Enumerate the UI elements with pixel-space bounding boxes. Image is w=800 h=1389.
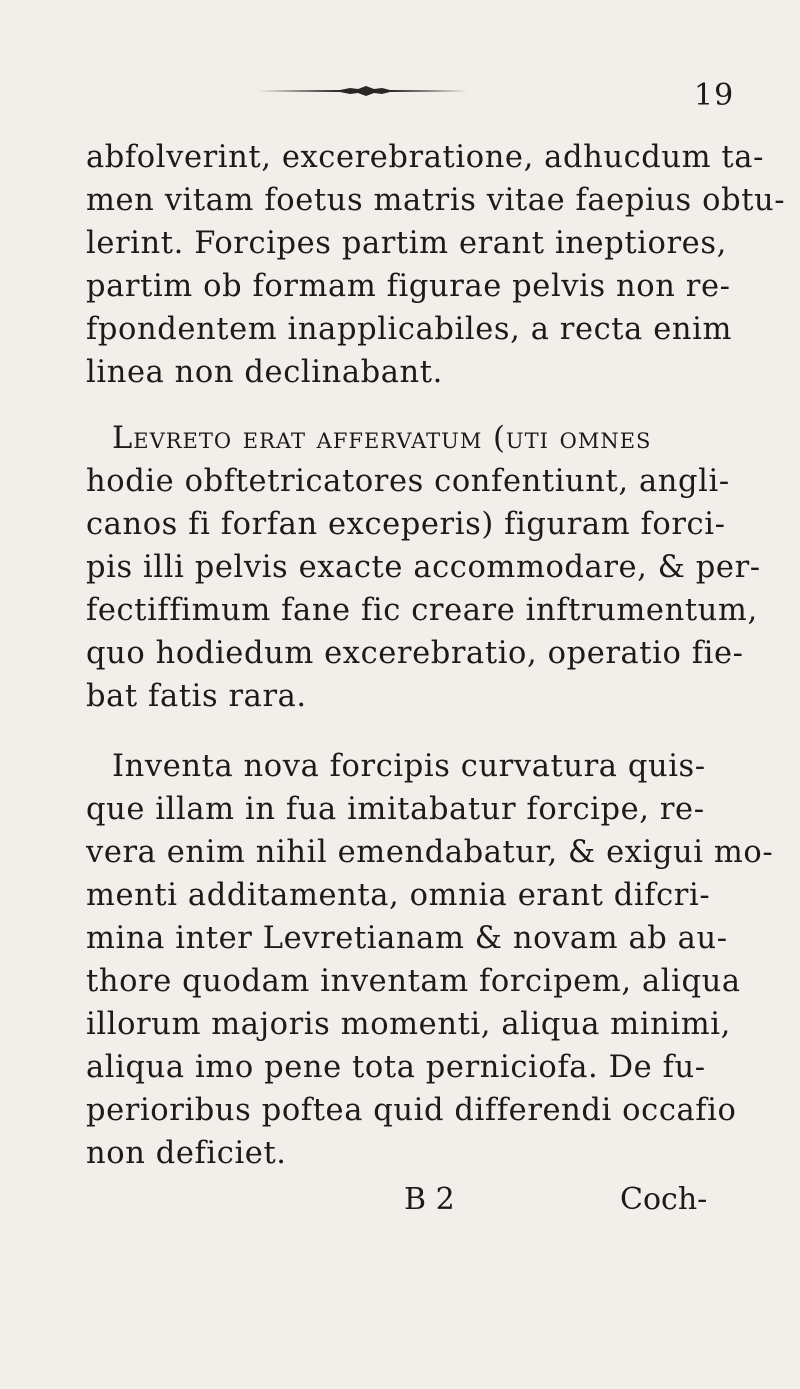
catchword: Coch- (620, 1182, 708, 1217)
text-line: non deficiet. (86, 1136, 287, 1171)
text-line: aliqua imo pene tota perniciofa. De fu- (86, 1050, 706, 1085)
text-line: hodie obftetricatores confentiunt, angli- (86, 464, 730, 499)
text-line: bat fatis rara. (86, 679, 307, 714)
text-line: thore quodam inventam forcipem, aliqua (86, 964, 741, 999)
text-line: fectiffimum fane fic creare inftrumentum, (86, 593, 758, 628)
text-line: pis illi pelvis exacte accommodare, & per- (86, 550, 761, 585)
text-line: abfolverint, excerebratione, adhucdum ta- (86, 140, 764, 175)
page-number: 19 (694, 78, 735, 113)
text-line: quo hodiedum excerebratio, operatio fie- (86, 636, 744, 671)
signature-mark: B 2 (404, 1182, 455, 1217)
text-line: mina inter Levretianam & novam ab au- (86, 921, 728, 956)
text-line: canos fi forfan exceperis) figuram forci- (86, 507, 726, 542)
text-line: menti additamenta, omnia erant difcri- (86, 878, 711, 913)
text-line: Inventa nova forcipis curvatura quis- (112, 749, 706, 784)
text-line: partim ob formam figurae pelvis non re- (86, 269, 731, 304)
text-line: perioribus poftea quid differendi occafio (86, 1093, 737, 1128)
text-line: vera enim nihil emendabatur, & exigui mo- (86, 835, 774, 870)
text-line: Levreto erat affervatum (uti omnes (112, 421, 652, 456)
header-ornament (258, 84, 468, 98)
text-line: que illam in fua imitabatur forcipe, re- (86, 792, 705, 827)
text-line: illorum majoris momenti, aliqua minimi, (86, 1007, 731, 1042)
text-line: men vitam foetus matris vitae faepius obtu- (86, 183, 786, 218)
text-line: fpondentem inapplicabiles, a recta enim (86, 312, 732, 347)
text-line: lerint. Forcipes partim erant ineptiores, (86, 226, 727, 261)
text-line: linea non declinabant. (86, 355, 443, 390)
